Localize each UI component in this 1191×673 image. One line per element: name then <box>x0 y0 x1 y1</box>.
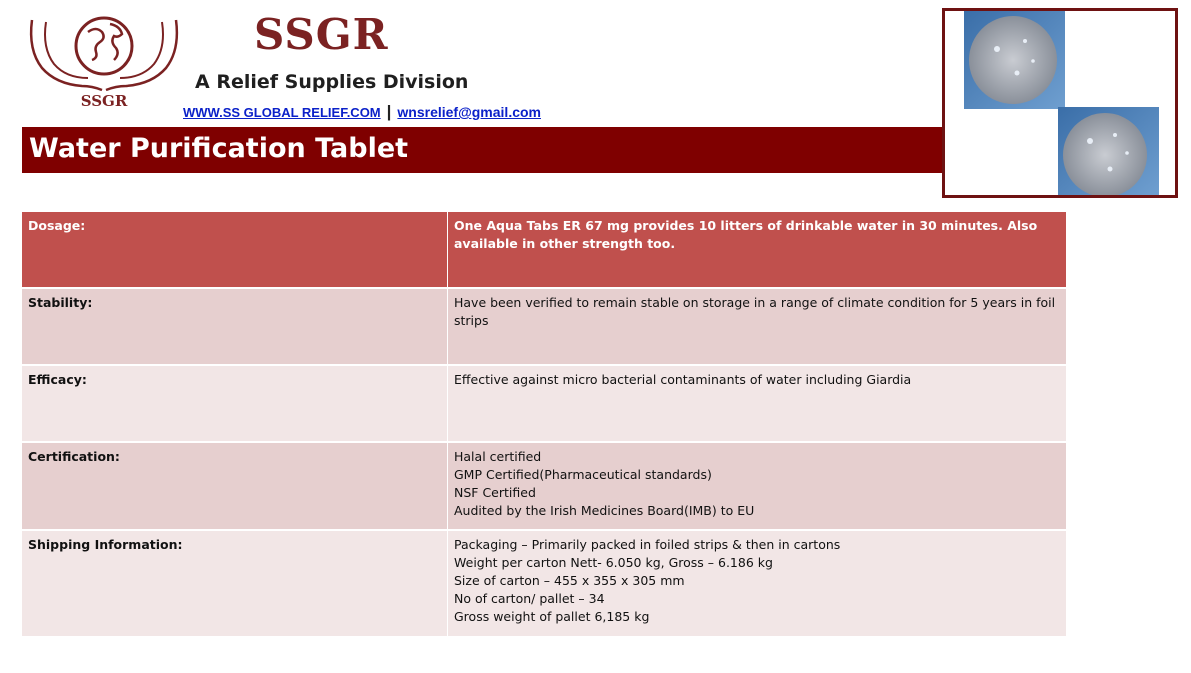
value-line: Audited by the Irish Medicines Board(IMB) to EU <box>454 503 755 518</box>
value-line: Gross weight of pallet 6,185 kg <box>454 609 650 624</box>
link-separator: | <box>386 102 392 121</box>
title-banner <box>22 127 943 173</box>
row-label: Dosage: <box>22 212 448 288</box>
table-row <box>22 365 1067 442</box>
value-line: One Aqua Tabs ER 67 mg provides 10 litters of drinkable water in 30 minutes. Also available in other strength too. <box>454 218 1038 251</box>
email-link[interactable]: wnsrelief@gmail.com <box>397 104 541 120</box>
logo-text: SSGR <box>80 92 128 110</box>
value-line: Have been verified to remain stable on storage in a range of climate condition for 5 years in foil strips <box>454 295 1056 328</box>
division-name: A Relief Supplies Division <box>195 71 469 93</box>
row-label: Shipping Information: <box>22 530 448 637</box>
tablet-image-icon <box>945 11 1175 195</box>
row-value <box>448 365 1067 442</box>
row-label: Stability: <box>22 288 448 365</box>
table-row <box>22 530 1067 637</box>
table-row <box>22 288 1067 365</box>
table-row <box>22 442 1067 530</box>
row-value <box>448 530 1067 637</box>
tablet-photo <box>942 8 1178 198</box>
page-title: Water Purification Tablet <box>29 133 409 164</box>
value-line: NSF Certified <box>454 485 536 500</box>
value-line: Effective against micro bacterial contaminants of water including Giardia <box>454 372 912 387</box>
spec-table <box>22 212 1067 638</box>
row-value <box>448 288 1067 365</box>
table-row <box>22 212 1067 288</box>
value-line: No of carton/ pallet – 34 <box>454 591 605 606</box>
value-line: GMP Certified(Pharmaceutical standards) <box>454 467 712 482</box>
row-label: Certification: <box>22 442 448 530</box>
value-line: Size of carton – 455 x 355 x 305 mm <box>454 573 685 588</box>
row-value <box>448 212 1067 288</box>
row-value <box>448 442 1067 530</box>
brand-name: SSGR <box>254 10 389 59</box>
value-line: Packaging – Primarily packed in foiled strips & then in cartons <box>454 537 841 552</box>
ssgr-logo <box>24 8 184 112</box>
website-link[interactable]: WWW.SS GLOBAL RELIEF.COM <box>183 105 381 120</box>
hands-globe-icon <box>24 8 184 112</box>
value-line: Halal certified <box>454 449 542 464</box>
contact-links <box>183 102 541 122</box>
value-line: Weight per carton Nett- 6.050 kg, Gross – 6.186 kg <box>454 555 773 570</box>
row-label: Efficacy: <box>22 365 448 442</box>
